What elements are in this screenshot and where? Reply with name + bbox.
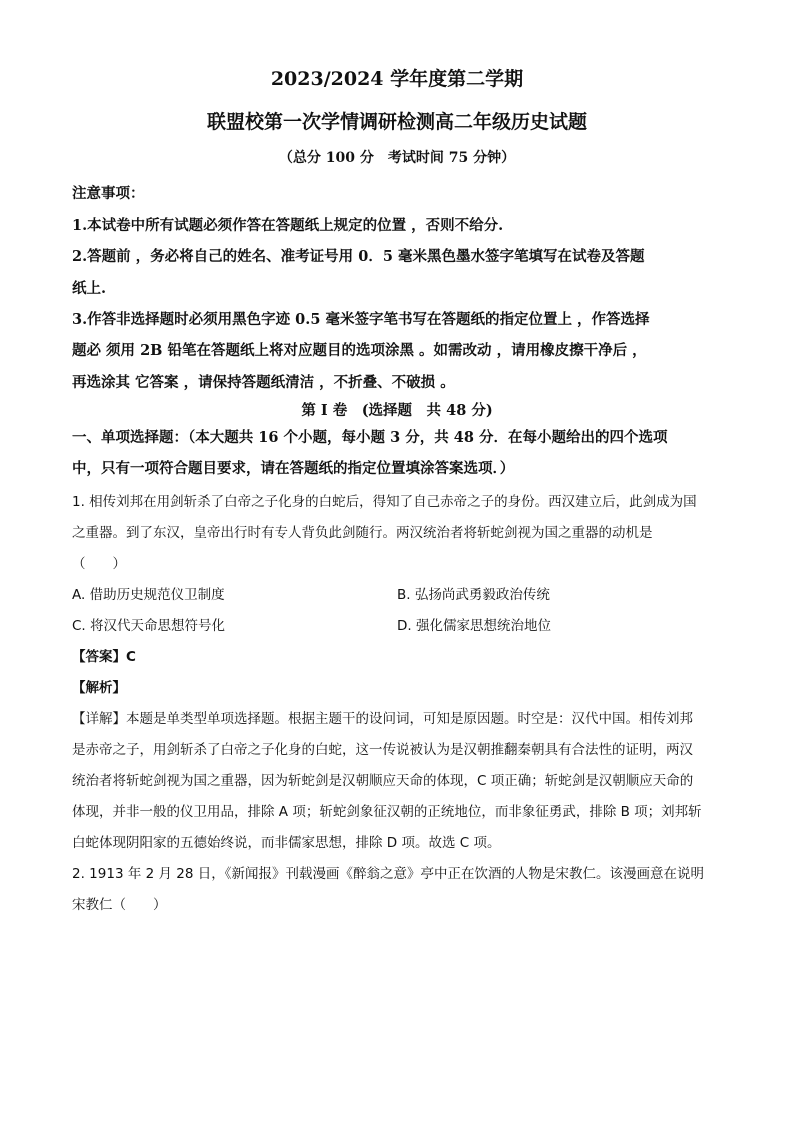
question-1-detail-line3: 统治者将斩蛇剑视为国之重器，因为斩蛇剑是汉朝顺应天命的体现，C 项正确；斩蛇剑是汉朝顺应天命的 [72,773,694,789]
question-1-answer: 【答案】C [72,649,136,665]
question-1-option-c: C. 将汉代天命思想符号化 [72,618,226,634]
note-item-3-line3: 再选涂其 它答案 ，请保持答题纸清洁 ，不折叠、不破损 。 [72,374,455,391]
question-1-stem-line1: 1. 相传刘邦在用剑斩杀了白帝之子化身的白蛇后，得知了自己赤帝之子的身份。西汉建立后，此剑成为国 [72,494,697,510]
volume-title: 第 I 卷 (选择题 共 48 分) [301,402,493,419]
note-item-2-line1: 2.答题前 ，务必将自己的姓名、准考证号用 0．5 毫米黑色墨水签字笔填写在试卷及答题 [72,248,645,265]
question-2-stem-line2: 宋教仁（ ） [72,897,167,913]
exam-title-term: 2023/2024 学年度第二学期 [270,68,524,90]
question-1-stem-line2: 之重器。到了东汉，皇帝出行时有专人背负此剑随行。两汉统治者将斩蛇剑视为国之重器的动机是 [72,525,653,541]
note-item-2-line2: 纸上. [72,280,107,297]
question-1-analysis-label: 【解析】 [72,680,126,696]
note-item-3-line2: 题必 须用 2B 铅笔在答题纸上将对应题目的选项涂黑 。如需改动 ，请用橡皮擦干净后 ， [72,342,647,359]
question-1-detail-line4: 体现，并非一般的仪卫用品，排除 A 项；斩蛇剑象征汉朝的正统地位，而非象征勇武，排除 B 项；刘邦斩 [72,804,702,820]
notes-heading: 注意事项： [72,185,145,202]
question-1-option-d: D. 强化儒家思想统治地位 [397,618,551,634]
question-1-detail-line1: 【详解】本题是单类型单项选择题。根据主题干的设问词，可知是原因题。时空是：汉代中国。相传刘邦 [72,711,693,727]
note-item-3-line1: 3.作答非选择题时必须用黑色字迹 0.5 毫米签字笔书写在答题纸的指定位置上 ，作答选择 [72,311,650,328]
part-instructions-line2: 中，只有一项符合题目要求，请在答题纸的指定位置填涂答案选项．） [72,460,515,477]
question-1-option-b: B. 弘扬尚武勇毅政治传统 [397,587,550,603]
note-item-1: 1.本试卷中所有试题必须作答在答题纸上规定的位置 ，否则不给分. [72,217,504,234]
part-instructions-line1: 一、单项选择题：（本大题共 16 个小题，每小题 3 分，共 48 分．在每小题给出的四个选项 [72,429,668,446]
exam-subtitle: （总分 100 分 考试时间 75 分钟） [278,150,516,166]
exam-title-main: 联盟校第一次学情调研检测高二年级历史试题 [206,111,587,133]
question-2-stem-line1: 2. 1913 年 2 月 28 日，《新闻报》刊载漫画《醉翁之意》亭中正在饮酒的人物是宋教仁。该漫画意在说明 [72,866,705,882]
question-1-detail-line5: 白蛇体现阴阳家的五德始终说，而非儒家思想，排除 D 项。故选 C 项。 [72,835,501,851]
question-1-stem-line3: （ ） [72,556,126,572]
question-1-option-a: A. 借助历史规范仪卫制度 [72,587,225,603]
question-1-detail-line2: 是赤帝之子，用剑斩杀了白帝之子化身的白蛇，这一传说被认为是汉朝推翻秦朝具有合法性的证明，两汉 [72,742,693,758]
